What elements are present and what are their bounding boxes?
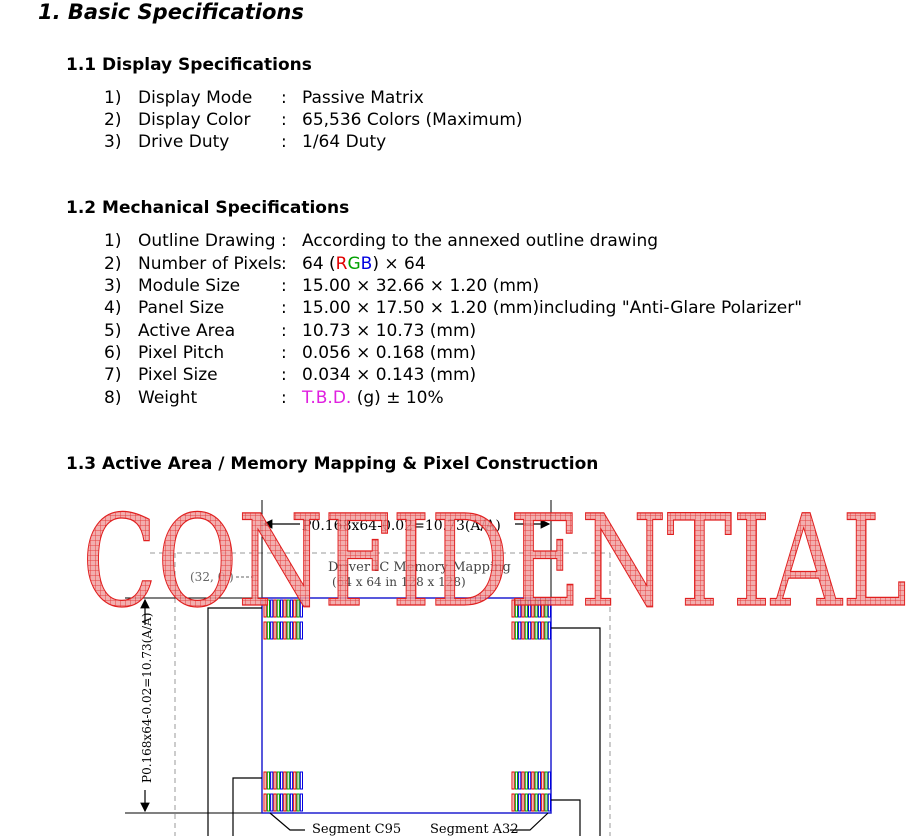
display-specs-title: 1.1 Display Specifications [66, 55, 312, 75]
page-heading: 1. Basic Specifications [38, 0, 304, 24]
item-number: 1) [104, 231, 122, 251]
subpixel [519, 794, 521, 811]
item-label: Weight [138, 388, 198, 408]
subpixel [287, 794, 289, 811]
item-value: 0.034 × 0.143 (mm) [302, 365, 477, 385]
subpixel [535, 772, 537, 789]
subpixel [522, 794, 524, 811]
value-prefix: 64 ( [302, 254, 336, 274]
value-suffix: (g) ± 10% [351, 388, 444, 408]
item-number: 7) [104, 365, 122, 385]
item-label: Outline Drawing [138, 231, 276, 251]
subpixel [545, 772, 547, 789]
subpixel [267, 772, 269, 789]
item-value: 15.00 × 32.66 × 1.20 (mm) [302, 276, 540, 296]
subpixel [512, 794, 514, 811]
subpixel [542, 794, 544, 811]
item-label: Panel Size [138, 298, 225, 318]
subpixel [529, 772, 531, 789]
item-number: 6) [104, 343, 122, 363]
subpixel [271, 772, 273, 789]
item-value: According to the annexed outline drawing [302, 231, 659, 251]
item-value: 0.056 × 0.168 (mm) [302, 343, 477, 363]
item-value: 1/64 Duty [302, 132, 387, 152]
item-colon: : [281, 388, 287, 408]
subpixel [522, 772, 524, 789]
item-number: 5) [104, 321, 122, 341]
item-value: 15.00 × 17.50 × 1.20 (mm) [302, 298, 540, 318]
item-number: 3) [104, 132, 122, 152]
item-number: 4) [104, 298, 122, 318]
origin-label: (32, 0 ) [190, 570, 234, 584]
subpixel [519, 772, 521, 789]
subpixel [548, 794, 550, 811]
item-colon: : [281, 298, 287, 318]
rgb-g: G [347, 254, 361, 274]
item-number: 2) [104, 110, 122, 130]
subpixel [281, 772, 283, 789]
left-dimension-label: P0.168x64-0.02=10.73(A/A) [140, 612, 154, 783]
driver-memory-label: Driver IC Memory Mapping [328, 560, 511, 575]
item-colon: : [281, 343, 287, 363]
active-area-title: 1.3 Active Area / Memory Mapping & Pixel Construction [66, 454, 599, 474]
subpixel [515, 772, 517, 789]
segment-right-label: Segment A32 [430, 822, 519, 836]
subpixel [532, 772, 534, 789]
mechanical-specs-title: 1.2 Mechanical Specifications [66, 198, 350, 218]
item-value: 65,536 Colors (Maximum) [302, 110, 523, 130]
rgb-b: B [360, 254, 373, 274]
confidential-watermark: CONFIDENTIAL [82, 488, 907, 635]
subpixel [281, 794, 283, 811]
subpixel [274, 794, 276, 811]
rgb-r: R [335, 254, 348, 274]
item-colon: : [281, 276, 287, 296]
subpixel [284, 794, 286, 811]
subpixel [529, 794, 531, 811]
subpixel [525, 794, 527, 811]
driver-memory-sub: (64 x 64 in 128 x 128) [332, 575, 466, 589]
item-label: Module Size [138, 276, 241, 296]
item-colon: : [281, 88, 287, 108]
subpixel [290, 794, 292, 811]
subpixel [525, 772, 527, 789]
subpixel [284, 772, 286, 789]
item-colon: : [281, 132, 287, 152]
tbd-value: T.B.D. [302, 388, 352, 408]
item-label: Number of Pixels [138, 254, 282, 274]
subpixel [274, 772, 276, 789]
subpixel [538, 794, 540, 811]
subpixel [264, 794, 266, 811]
segment-left-label: Segment C95 [312, 822, 402, 836]
item-colon: : [281, 321, 287, 341]
subpixel [264, 772, 266, 789]
subpixel [297, 772, 299, 789]
subpixel [532, 794, 534, 811]
subpixel [294, 794, 296, 811]
value-suffix: ) × 64 [372, 254, 426, 274]
subpixel [545, 794, 547, 811]
top-dimension-label: P0.168x64-0.02=10.73(A/A) [302, 518, 501, 534]
item-value: Passive Matrix [302, 88, 424, 108]
subpixel [277, 794, 279, 811]
item-value: 10.73 × 10.73 (mm) [302, 321, 477, 341]
item-label: Active Area [138, 321, 236, 341]
item-label: Drive Duty [138, 132, 230, 152]
item-note: including "Anti-Glare Polarizer" [539, 298, 803, 318]
item-label: Display Mode [138, 88, 253, 108]
subpixel [538, 772, 540, 789]
subpixel [290, 772, 292, 789]
item-label: Display Color [138, 110, 251, 130]
subpixel [297, 794, 299, 811]
subpixel [535, 794, 537, 811]
item-label: Pixel Pitch [138, 343, 225, 363]
subpixel [267, 794, 269, 811]
item-number: 8) [104, 388, 122, 408]
subpixel [277, 772, 279, 789]
subpixel [542, 772, 544, 789]
item-colon: : [281, 231, 287, 251]
item-number: 1) [104, 88, 122, 108]
item-colon: : [281, 110, 287, 130]
subpixel [287, 772, 289, 789]
item-colon: : [281, 365, 287, 385]
item-number: 3) [104, 276, 122, 296]
item-colon: : [281, 254, 287, 274]
subpixel [548, 772, 550, 789]
subpixel [515, 794, 517, 811]
item-number: 2) [104, 254, 122, 274]
subpixel [294, 772, 296, 789]
item-label: Pixel Size [138, 365, 218, 385]
subpixel [271, 794, 273, 811]
subpixel [300, 772, 302, 789]
subpixel [300, 794, 302, 811]
subpixel [512, 772, 514, 789]
